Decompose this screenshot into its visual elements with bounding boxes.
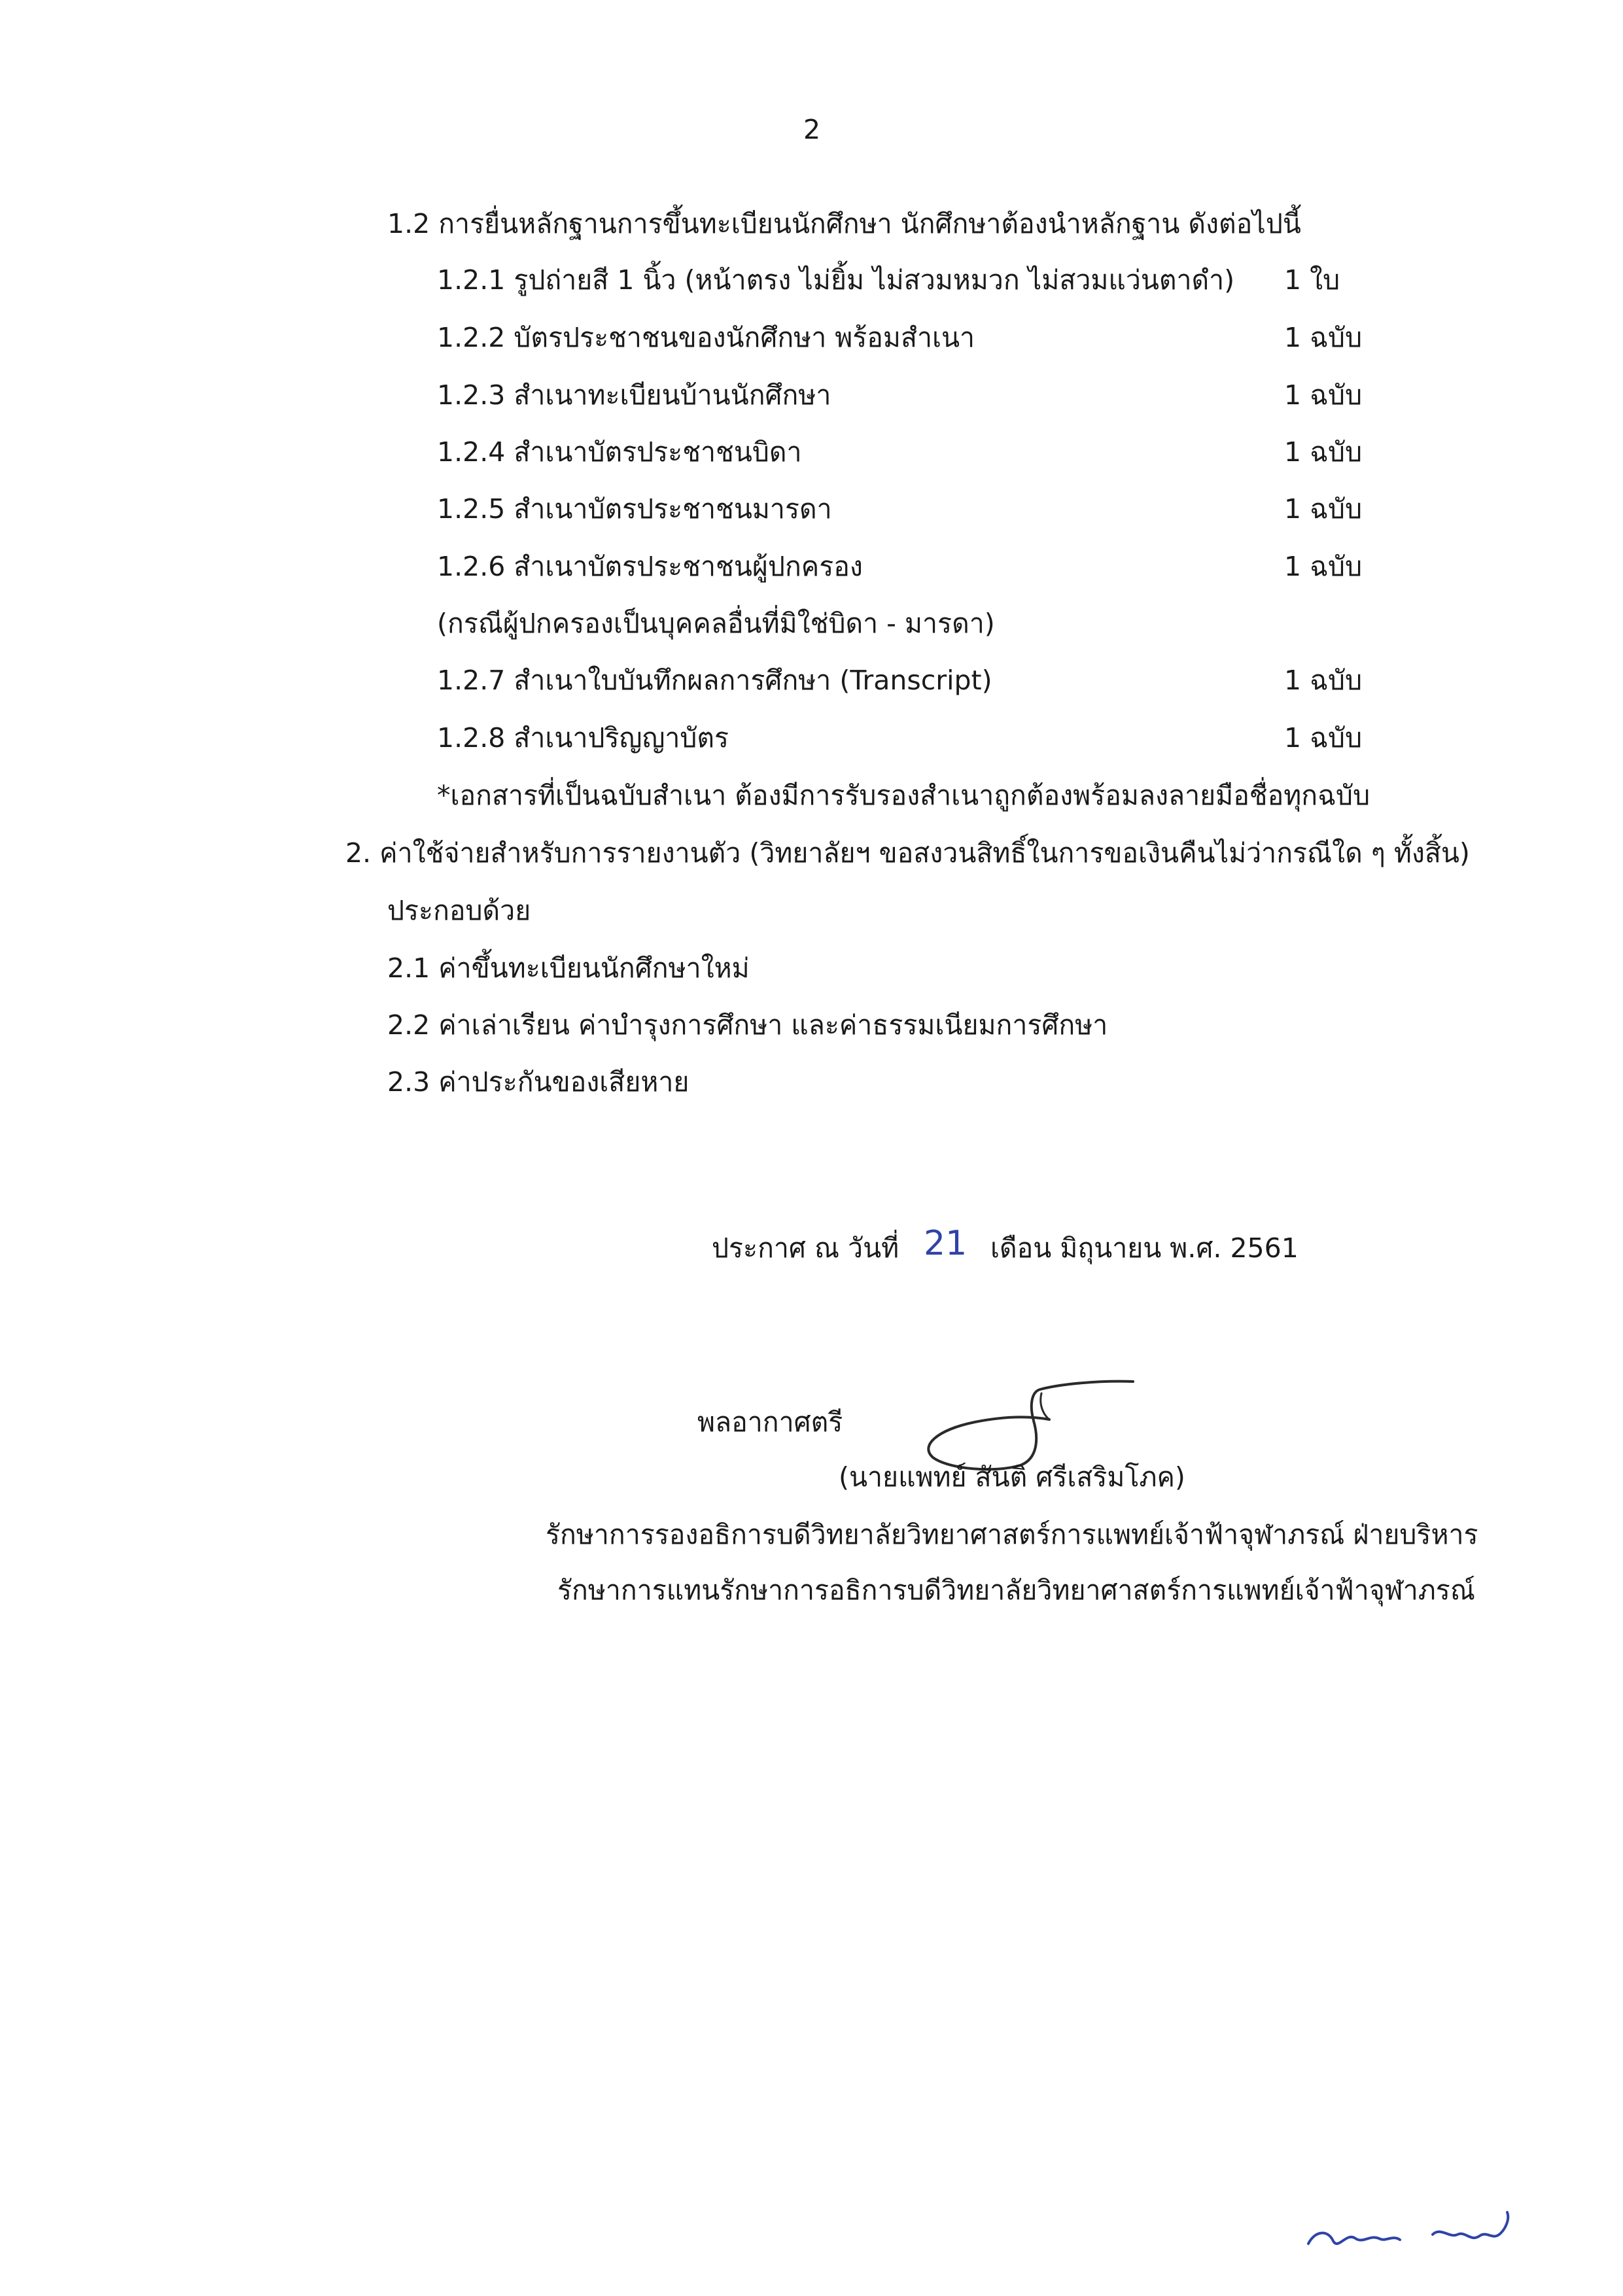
list-item-1-2-1-qty: 1 ใบ: [1284, 264, 1340, 296]
list-item-1-2-1: 1.2.1 รูปถ่ายสี 1 นิ้ว (หน้าตรง ไม่ยิ้ม ไม่สวมหมวก ไม่สวมแว่นตาดำ): [437, 264, 1235, 296]
list-item-1-2-8-qty: 1 ฉบับ: [1284, 722, 1363, 754]
list-item-2-3: 2.3 ค่าประกันของเสียหาย: [387, 1066, 689, 1098]
handwritten-initials: [1302, 2204, 1518, 2263]
signatory-position-1: รักษาการรองอธิการบดีวิทยาลัยวิทยาศาสตร์การแพทย์เจ้าฟ้าจุฬาภรณ์ ฝ่ายบริหาร: [546, 1519, 1478, 1550]
list-item-1-2-6: 1.2.6 สำเนาบัตรประชาชนผู้ปกครอง: [437, 551, 863, 582]
list-item-1-2-3: 1.2.3 สำเนาทะเบียนบ้านนักศึกษา: [437, 379, 831, 411]
signatory-position-2: รักษาการแทนรักษาการอธิการบดีวิทยาลัยวิทยาศาสตร์การแพทย์เจ้าฟ้าจุฬาภรณ์: [557, 1574, 1475, 1606]
list-item-1-2-7-qty: 1 ฉบับ: [1284, 665, 1363, 696]
section-2-consists-of: ประกอบด้วย: [387, 895, 531, 926]
announcement-day: 21: [924, 1224, 968, 1263]
signatory-rank: พลอากาศตรี: [697, 1406, 843, 1438]
guardian-note: (กรณีผู้ปกครองเป็นบุคคลอื่นที่มิใช่บิดา - มารดา): [437, 608, 995, 639]
certify-note: *เอกสารที่เป็นฉบับสำเนา ต้องมีการรับรองสำเนาถูกต้องพร้อมลงลายมือชื่อทุกฉบับ: [437, 780, 1370, 811]
list-item-1-2-7: 1.2.7 สำเนาใบบันทึกผลการศึกษา (Transcript): [437, 665, 992, 696]
list-item-1-2-4: 1.2.4 สำเนาบัตรประชาชนบิดา: [437, 436, 802, 468]
section-1-2-heading: 1.2 การยื่นหลักฐานการขึ้นทะเบียนนักศึกษา นักศึกษาต้องนำหลักฐาน ดังต่อไปนี้: [387, 208, 1301, 239]
section-2-heading: 2. ค่าใช้จ่ายสำหรับการรายงานตัว (วิทยาลัยฯ ขอสงวนสิทธิ์ในการขอเงินคืนไม่ว่ากรณีใด ๆ ทั้งสิ้น): [345, 837, 1470, 869]
list-item-1-2-2: 1.2.2 บัตรประชาชนของนักศึกษา พร้อมสำเนา: [437, 322, 975, 353]
page-number: 2: [803, 114, 821, 145]
list-item-2-1: 2.1 ค่าขึ้นทะเบียนนักศึกษาใหม่: [387, 952, 750, 984]
list-item-2-2: 2.2 ค่าเล่าเรียน ค่าบำรุงการศึกษา และค่าธรรมเนียมการศึกษา: [387, 1009, 1108, 1041]
list-item-1-2-5: 1.2.5 สำเนาบัตรประชาชนมารดา: [437, 493, 832, 525]
list-item-1-2-5-qty: 1 ฉบับ: [1284, 493, 1363, 525]
list-item-1-2-3-qty: 1 ฉบับ: [1284, 379, 1363, 411]
list-item-1-2-4-qty: 1 ฉบับ: [1284, 436, 1363, 468]
announcement-suffix: เดือน มิถุนายน พ.ศ. 2561: [990, 1232, 1299, 1264]
list-item-1-2-2-qty: 1 ฉบับ: [1284, 322, 1363, 353]
list-item-1-2-6-qty: 1 ฉบับ: [1284, 551, 1363, 582]
list-item-1-2-8: 1.2.8 สำเนาปริญญาบัตร: [437, 722, 729, 754]
announcement-prefix: ประกาศ ณ วันที่: [712, 1232, 899, 1264]
signatory-name: (นายแพทย์ สันติ ศรีเสริมโภค): [839, 1461, 1185, 1493]
